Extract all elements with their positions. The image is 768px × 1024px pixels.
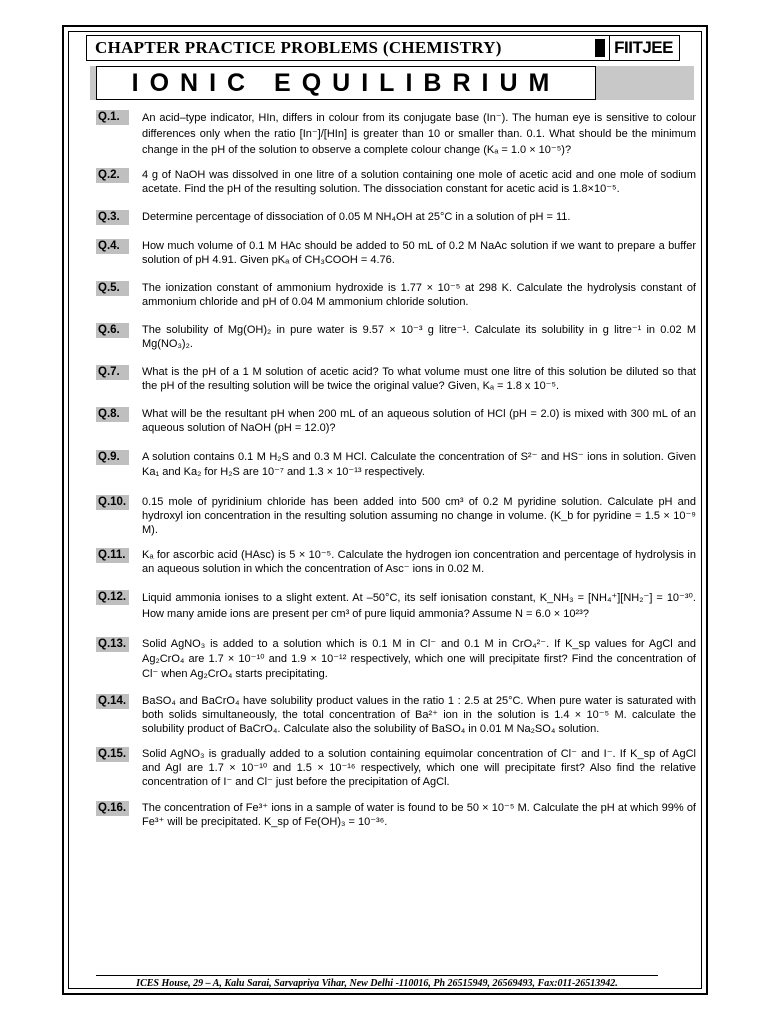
question-number: Q.7. (96, 365, 129, 380)
question-text: An acid–type indicator, HIn, differs in colour from its conjugate base (In⁻). The human eye is sensitive to colour differences only when the ratio [In⁻]/[HIn] is greater than 10 or smaller than. 0.1. What should be the minimum change in the pH of the solution to observe a complete colour change (Kₐ = 1.0 × 10⁻⁵)? (142, 112, 696, 156)
question-number: Q.15. (96, 747, 129, 762)
question-number: Q.13. (96, 637, 129, 652)
question-item (96, 548, 696, 576)
question-number: Q.8. (96, 407, 129, 422)
question-number: Q.3. (96, 210, 129, 225)
address-footer: ICES House, 29 – A, Kalu Sarai, Sarvapriya Vihar, New Delhi -110016, Ph 26515949, 26569493, Fax:011-26513942. (96, 975, 658, 989)
question-item (96, 168, 696, 196)
question-number: Q.6. (96, 323, 129, 338)
question-list (96, 110, 696, 829)
question-number: Q.10. (96, 495, 129, 510)
question-number: Q.4. (96, 239, 129, 254)
question-text: BaSO₄ and BaCrO₄ have solubility product values in the ratio 1 : 2.5 at 25°C. When pure water is saturated with both solids simultaneously, the total concentration of Ba²⁺ ion in the solution is 1.4 × 10⁻⁵ M. calculate the solubility product of BaCrO₄. Calculate also the solubility of BaSO₄ in 0.01 M Na₂SO₄ solution. (142, 695, 696, 735)
question-text: Solid AgNO₃ is gradually added to a solution containing equimolar concentration of Cl⁻ and I⁻. If K_sp of AgCl and AgI are 1.7 × 10⁻¹⁰ and 1.5 × 10⁻¹⁶ respectively, which one will precipitate first? Also find the relative concentration of I⁻ and Cl⁻ just before the precipitation of AgCl. (142, 748, 696, 788)
question-item (96, 407, 696, 435)
question-item (96, 801, 696, 829)
question-number: Q.1. (96, 110, 129, 125)
question-number: Q.5. (96, 281, 129, 296)
question-number: Q.12. (96, 590, 129, 605)
question-item (96, 210, 696, 225)
question-number: Q.9. (96, 450, 129, 465)
question-text: Kₐ for ascorbic acid (HAsc) is 5 × 10⁻⁵. Calculate the hydrogen ion concentration and percentage of hydrolysis in an aqueous solution in which the concentration of Asc⁻ ions in 0.02 M. (142, 549, 696, 575)
question-item (96, 694, 696, 736)
question-item (96, 747, 696, 789)
question-number: Q.16. (96, 801, 129, 816)
question-text: The concentration of Fe³⁺ ions in a sample of water is found to be 50 × 10⁻⁵ M. Calculate the pH at which 99% of Fe³⁺ will be precipitated. K_sp of Fe(OH)₃ = 10⁻³⁶. (142, 802, 696, 828)
topic-title: IONIC EQUILIBRIUM (96, 66, 596, 100)
question-text: What is the pH of a 1 M solution of acetic acid? To what volume must one litre of this solution be diluted so that the pH of the resulting solution will be twice the original value? Given, Kₐ = 1.8 x 10⁻⁵. (142, 366, 696, 392)
question-item (96, 323, 696, 351)
question-item (96, 495, 696, 537)
question-item (96, 450, 696, 480)
question-item (96, 281, 696, 309)
question-text: Liquid ammonia ionises to a slight extent. At –50°C, its self ionisation constant, K_NH₃ = [NH₄⁺][NH₂⁻] = 10⁻³⁰. How many amide ions are present per cm³ of pure liquid ammonia? Assume N = 6.0 × 10²³? (142, 592, 696, 620)
question-item (96, 110, 696, 158)
question-number: Q.11. (96, 548, 129, 563)
brand-logo: FIITJEE (609, 36, 679, 60)
question-text: How much volume of 0.1 M HAc should be added to 50 mL of 0.2 M NaAc solution if we want to prepare a buffer solution of pH 4.91. Given pKₐ of CH₃COOH = 4.76. (142, 240, 696, 266)
question-item (96, 365, 696, 393)
question-item (96, 590, 696, 622)
brand-separator (595, 39, 605, 57)
question-item (96, 637, 696, 682)
question-text: 0.15 mole of pyridinium chloride has been added into 500 cm³ of 0.2 M pyridine solution. Calculate pH and hydroxyl ion concentration in the resulting solution assuming no change in volume. (K_b for pyridine = 1.5 × 10⁻⁹ M). (142, 496, 696, 536)
question-text: The ionization constant of ammonium hydroxide is 1.77 × 10⁻⁵ at 298 K. Calculate the hydrolysis constant of ammonium chloride and pH of 0.04 M ammonium chloride solution. (142, 282, 696, 308)
question-text: Determine percentage of dissociation of 0.05 M NH₄OH at 25°C in a solution of pH = 11. (142, 211, 571, 223)
question-text: What will be the resultant pH when 200 mL of an aqueous solution of HCl (pH = 2.0) is mixed with 300 mL of an aqueous solution of NaOH (pH = 12.0)? (142, 408, 696, 434)
question-text: Solid AgNO₃ is added to a solution which is 0.1 M in Cl⁻ and 0.1 M in CrO₄²⁻. If K_sp values for AgCl and Ag₂CrO₄ are 1.7 × 10⁻¹⁰ and 1.9 × 10⁻¹² respectively, which one will precipitate first? Find the concentration of Cl⁻ when Ag₂CrO₄ starts precipitating. (142, 638, 696, 680)
question-number: Q.14. (96, 694, 129, 709)
question-text: A solution contains 0.1 M H₂S and 0.3 M HCl. Calculate the concentration of S²⁻ and HS⁻ ions in solution. Given Ka₁ and Ka₂ for H₂S are 10⁻⁷ and 1.3 × 10⁻¹³ respectively. (142, 451, 696, 478)
chapter-title: CHAPTER PRACTICE PROBLEMS (CHEMISTRY) (95, 38, 502, 57)
question-item (96, 239, 696, 267)
question-number: Q.2. (96, 168, 129, 183)
question-text: 4 g of NaOH was dissolved in one litre of a solution containing one mole of acetic acid and one mole of sodium acetate. Find the pH of the resulting solution. The dissociation constant for acetic acid is 1.8×10⁻⁵. (142, 169, 696, 195)
chapter-header (86, 35, 680, 61)
question-text: The solubility of Mg(OH)₂ in pure water is 9.57 × 10⁻³ g litre⁻¹. Calculate its solubility in g litre⁻¹ in 0.02 M Mg(NO₃)₂. (142, 324, 696, 350)
